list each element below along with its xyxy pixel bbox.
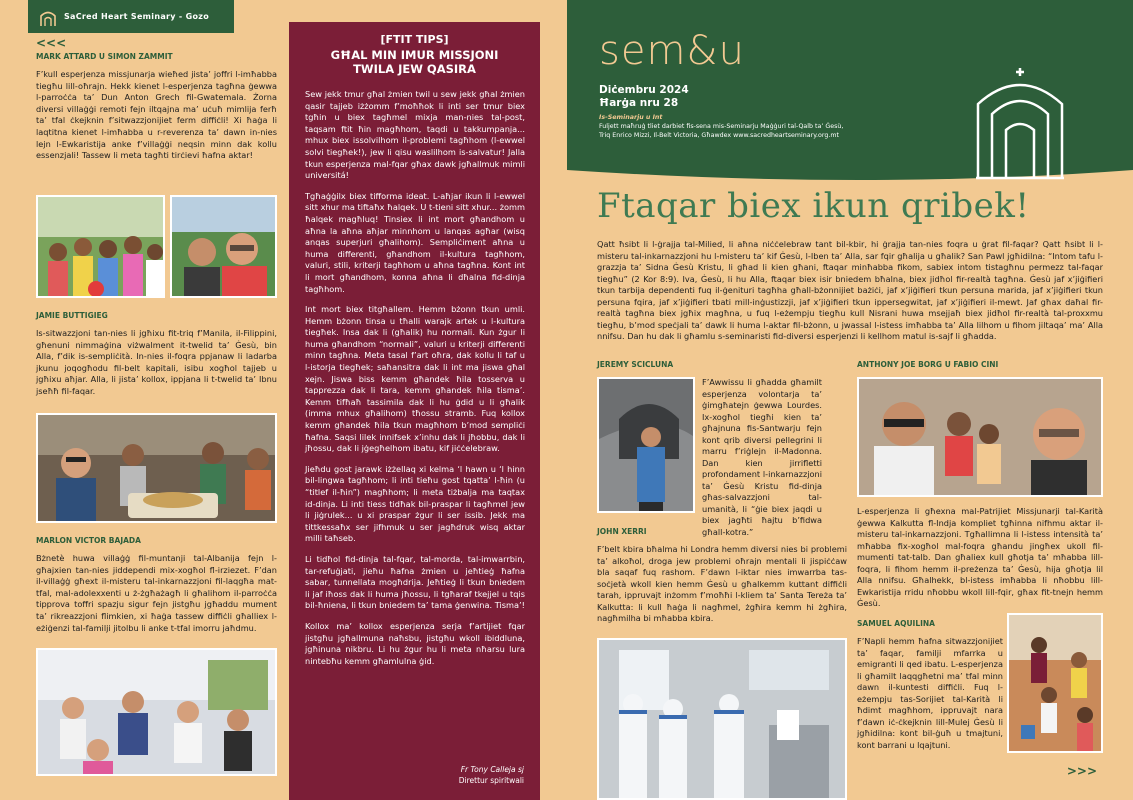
story-london: F’belt kbira bħalma hi Londra hemm diversi nies bi problemi ta’ alkoħol, droga jew problemi oħrajn mentali li jispiċċaw bla saqaf fuq rashom. F’dawn l-iktar nies imwarrba tas-soċjetà wkoll kien hemm Ġesù u għalkemm kuttant diffiċli tarah, ippruvajt inżomm f’moħħi l-kliem ta’ Santa Tereża ta’ Kalkutta: li kull ħaġa li nagħmel, żgħira kemm hi żgħira, nagħmilha bi mħabba kbira. <box>597 544 847 623</box>
story-albania: Bżnetè huwa villaġġ fil-muntanji tal-Albanija fejn l-għajxien tan-nies jiddependi mix-xogħol fl-irziezet. F’dan il-villaġġ għext il-misteru tal-inkarnazzjoni fil-laqgħa mat-tfal, mal-adolexxenti u ż-żgħażagħ li għalihom il-parroċċa tipprova toffri spazju sigur fejn jistgħu jgħaddu mument ta’ rikreazzjoni flimkien, xi ħaġa tassew diffiċli għalliex l-eżiġenzi tal-familji jitolbu li anke t-tfal imorru jaħdmu. <box>36 553 277 633</box>
issue-number: Ħarġa nru 28 <box>599 97 679 109</box>
author-jamie: JAMIE BUTTIGIEG <box>36 311 108 320</box>
story-lourdes: F’Awwissu li għadda għamilt esperjenza volontarja ta’ ġimgħatejn ġewwa Lourdes. Ix-xogħol tiegħi kien ta’ għajnuna fis-Santwarju fejn kont qrib diversi pellegrini li marru f’riġlejn il-Madonna. Dan kien jirrifletti profondament l-inkarnazzjoni ta’ Ġesù Kristu fid-dinja għas-salvazzjoni tal-umanità, li “ġie biex jaqdi u biex jagħti ħajtu b’fidwa għall-kotra.” <box>702 377 822 537</box>
section-samuel <box>857 619 1007 636</box>
author-mark-simon: MARK ATTARD U SIMON ZAMMIT <box>36 52 173 61</box>
photo-kolkata-selfie <box>857 377 1103 497</box>
author-jeremy: JEREMY SCICLUNA <box>597 360 674 369</box>
author-marlon: MARLON VICTOR BAJADA <box>36 536 141 545</box>
story-manila: Is-sitwazzjoni tan-nies li jgħixu fit-triq f’Manila, il-Filippini, għenuni nimmaġina viżwalment it-twelid ta’ Ġesù, bin Alla, f’dik is-sempliċità. In-nies il-foqra ppjanaw li ladarba jkunu joqogħodu fil-belt kapitali, isibu xogħol tajjeb u jgħixu aħjar. Alla, li jista’ kollox, ippjana li t-twelid ta’ Ibnu jseħħ fil-faqar. <box>36 328 277 396</box>
tips-paragraph: Jieħdu gost jarawk iżżellaq xi kelma ‘l hawn u ‘l hinn bil-lingwa tagħhom; li inti tieħu gost tqatta’ l-ħin (u “titlef il-ħin”) magħhom; li meta tiżbalja ma taqtax id-dinja. Li inti tiess tidħak bil-praspar li tagħmel jew li jiġrulek... u xi praspar żgur li ser issib. Jekk ma tittkessaħx ser jifhmuk u ser jagħdruk wisq aktar milli taħseb. <box>305 463 525 544</box>
brand-label: SaCred Heart Seminary - Gozo <box>64 12 210 21</box>
author-anthony-fabio: ANTHONY JOE BORG U FABIO CINI <box>857 360 999 369</box>
story-kolkata: L-esperjenza li għexna mal-Patrijiet Missjunarji tal-Karità ġewwa Kalkutta fl-Indja kompliet tgħinna nifhmu aktar il-misteru tal-inkarnazzjoni. Tgħallimna li l-istess intensità ta’ mħabba fix-xogħol mal-foqra għandu jingħex ukoll fil-mumenti tat-talb. Dan għaliex kull għotja ta’ mħabba lill-foqra, li fihom hemm il-preżenza ta’ Ġesù, hija għotja lil Alla nnifsu. Għalhekk, bl-istess imħabba li nħobbu lill-Ewkaristija rridu nħobbu wkoll lill-fqir, għax fit-tnejn hemm Ġesù. <box>857 506 1103 608</box>
next-page-arrows[interactable]: >>> <box>1066 764 1097 778</box>
brand-tab <box>28 0 234 33</box>
tips-paragraph: Li tidħol fid-dinja tal-fqar, tal-morda, tal-imwarrbin, tar-refuġjati, jieħu ħafna żmien u jeħtieġ ħafna sabar, tunnellata mogħdrija. Jeħtieġ li tkun bniedem li jaf iħoss dak li huma jħossu, li tgħaraf tkejjel u tqis bil-ħniena, li tkun bniedem ta’ tama ġenwina. Tisma’! <box>305 553 525 611</box>
right-page <box>567 0 1133 800</box>
article-headline: Ftaqar biex ikun qribek! <box>597 186 1030 226</box>
signature <box>459 764 524 786</box>
tips-title-line2: TWILA JEW QASIRA <box>353 62 476 76</box>
tips-paragraph: Tgħaġġilx biex tifforma ideat. L-aħjar ikun li l-ewwel sitt xhur ma tiftaħx ħalqek. U t-tieni sitt xhur... żomm ħalqek magħluq! Tinsiex li int mort għandhom u aħna la aħna aħjar minnhom u lanqas agħar (wisq anqas superjuri għalihom). Sempliċiment aħna u huma differenti, għandhom il-kultura tagħhom, valuri, stili, kriterji tagħhom u aħna tagħna. Kont int li mort għandhom, konna aħna li dħalna fid-dinja tagħhom. <box>305 190 525 294</box>
previous-page-arrows[interactable]: <<< <box>36 36 67 50</box>
signature-role: Direttur spiritwali <box>458 776 524 785</box>
photo-naples-children <box>1007 613 1103 753</box>
story-naples: F’Napli hemm ħafna sitwazzjonijiet ta’ faqar, familji mfarrka u emigranti li qed ibatu. L-esperjenza li għamilt laqqgħetni ma’ tfal minn dawn il-kuntesti diffiċli. Fuq l-eżempju tas-Sorijiet tal-Karità li ħdimt magħhom, ippruvajt nara f’dawn iċ-ċkejknin lill-Mulej Ġesù li jgħidilna: kont bil-ġuħ u tmajtuni, kont barrani u lqajtuni. <box>857 636 1003 750</box>
section-john <box>597 527 847 625</box>
photo-lourdes <box>597 377 695 513</box>
photo-kitchen-sisters <box>597 638 847 800</box>
section-anthony-fabio <box>857 360 1103 377</box>
story-guatemala: F’kull esperjenza missjunarja wieħed jista’ joffri l-imħabba tiegħu lill-oħrajn. Hekk kienet l-esperjenza tagħna ġewwa l-parroċċa ta’ Dun Anton Grech fil-Gwatemala. Żorna diversi villaġġi remoti fejn iltqajna ma’ uċuħ mimlija ferħ ta’ tfal ċkejknin f’sitwazzjonijiet ferm diffiċli! Xi ħaġa li laqtitna kienet l-imħabba u r-reverenza ta’ dawn in-nies lejn l-Ewkaristija anke f’villaġġi neqsin minn dak kollu essenzjali! Tassew li meta tagħti tirċievi ħafna aktar! <box>36 69 277 161</box>
seminary-logo-icon <box>38 7 58 27</box>
section-marlon <box>36 536 277 634</box>
seminary-gate-icon <box>972 58 1068 184</box>
issue-date: Diċembru 2024 <box>599 84 689 96</box>
tips-paragraph: Sew jekk tmur għal żmien twil u sew jekk għal żmien qasir tajjeb iżżomm f’moħħok li inti ser tmur biex tgħin u biex tagħmel mixja man-nies tal-post, taqsam ftit ħin magħhom, taqdi u takkumpanja... mhux biex issolvilhom il-problemi tagħhom (l-ewwel solvi tiegħek!), jew li qisu waslilhom is-salvatur! Jalla tkun esperjenza mal-fqar għax dawk jgħallmuk mimli universitá! <box>305 89 525 181</box>
contact-line2: Triq Enrico Mizzi, Il-Belt Victoria, Għawdex www.sacredheartseminary.org.mt <box>599 132 839 139</box>
left-column <box>36 52 277 162</box>
masthead-title: sem&u <box>599 28 745 74</box>
photo-guatemala-children <box>36 195 165 298</box>
photo-guatemala-selfie <box>170 195 277 298</box>
contact-line1: Fuljett maħruġ tliet darbiet fis-sena mis-Seminarju Maġġuri tal-Qalb ta’ Ġesù, <box>599 123 844 130</box>
tips-kicker: [FTIT TIPS] <box>380 33 449 46</box>
tips-box <box>289 22 540 800</box>
tips-title <box>289 48 540 76</box>
tips-paragraph: Int mort biex titgħallem. Hemm bżonn tkun umli. Hemm bżonn tinsa u tħalli warajk artek u l-kultura tiegħek. Insa dak li (għalik) hu normali. Kun żgur li huma għandhom “normali”, valuri u kriterji differenti minn tagħna. Meta tasal f’art oħra, dak kollu li taf u l-istorja tiegħek; saħansitra dak li int ma jiswa għal xejn. Jiswa biss kemm għandek ħila tosserva u tapprezza dak li tara, kemm għandek ħila tisma’. Kemm tifħaħ tassimila dak li hu ġdid u li għalik (imma mhux għalihom) tħossu stramb. Fuq kollox kemm għandek ħila tkun magħhom b’mod sempliċi ħafna. Saqsi lilek innifsek x’inhu dak li jħobbu, dak li jħossu, dak li jġegħelhom ibatu, kif jiċċelebraw. <box>305 304 525 454</box>
author-samuel: SAMUEL AQUILINA <box>857 619 935 628</box>
tips-title-line1: GĦAL MIN IMUR MISSJONI <box>330 48 499 62</box>
photo-manila-meal <box>36 413 277 523</box>
issue-info <box>599 84 689 110</box>
tips-paragraph: Kollox ma’ kollox esperjenza serja f’artijiet fqar jistgħu jgħallmuna naħsbu, jistgħu wkoll ibiddluna, jgħinuna nikbru. Li hu żgur hu li meta nħarsu lura nintebħu kemm għamlulna ġid. <box>305 620 525 666</box>
masthead-subtitle: Is-Seminarju u Int <box>599 114 663 121</box>
tips-body <box>305 89 525 676</box>
photo-albania-youth <box>36 648 277 776</box>
signature-name: Fr Tony Calleja sj <box>460 765 524 774</box>
section-jeremy <box>597 360 787 377</box>
author-john: JOHN XERRI <box>597 527 647 536</box>
article-intro: Qatt ħsibt li l-ġrajja tal-Milied, li aħna niċċelebraw tant bil-kbir, hi ġrajja tan-nies foqra u ġrat fil-faqar? Qatt ħsibt li l-misteru tal-inkarnazzjoni hu l-misteru ta’ kif Ġesù, l-Iben ta’ Alla, sar fqir għalija u għalik? San Pawl jgħidilna: “Intom tafu l-grazzja ta’ Sidna Ġesù Kristu, li għad li kien għani, ftaqar minħabba fikom, sabiex intom tistagħnu permezz tal-faqar tiegħu” (2 Kor 8:9). Iva, Ġesù, li hu Alla, ftaqar biex isir bniedem bħalna, biex jidħol fir-realtà tagħna. Ġesù jaf x’jiġifieri tkun tarbija dependenti fuq il-ġenituri tagħha għall-bżonnijiet bażiċi, jaf x’jiġifieri tkun persuna marida, jaf x’jiġifieri tkun persuna fqira, jaf x’jiġifieri tbati mill-inġustizzji, jaf x’jiġifieri tkun ippersegwitat, jaf x’jiġifieri il-mewt. Jaf għax daħal fir-realtà tagħna biex jgħix magħna, u fuq l-eżempju tiegħu kull Nisrani huwa msejjaħ biex jidħol fir-realtà tal-proxxmu tiegħu, b’mod speċjali ta’ dawk li huma l-aktar fil-bżonn, u jwassal l-istess imħabba ta’ Alla lilhom u fihom jiltaqa’ ma’ Alla nnifsu. Dan hu dak li għamlu s-seminaristi fid-diversi esperjenzi li kellhom matul is-sajf li għadda. <box>597 239 1103 341</box>
section-jamie <box>36 311 277 398</box>
